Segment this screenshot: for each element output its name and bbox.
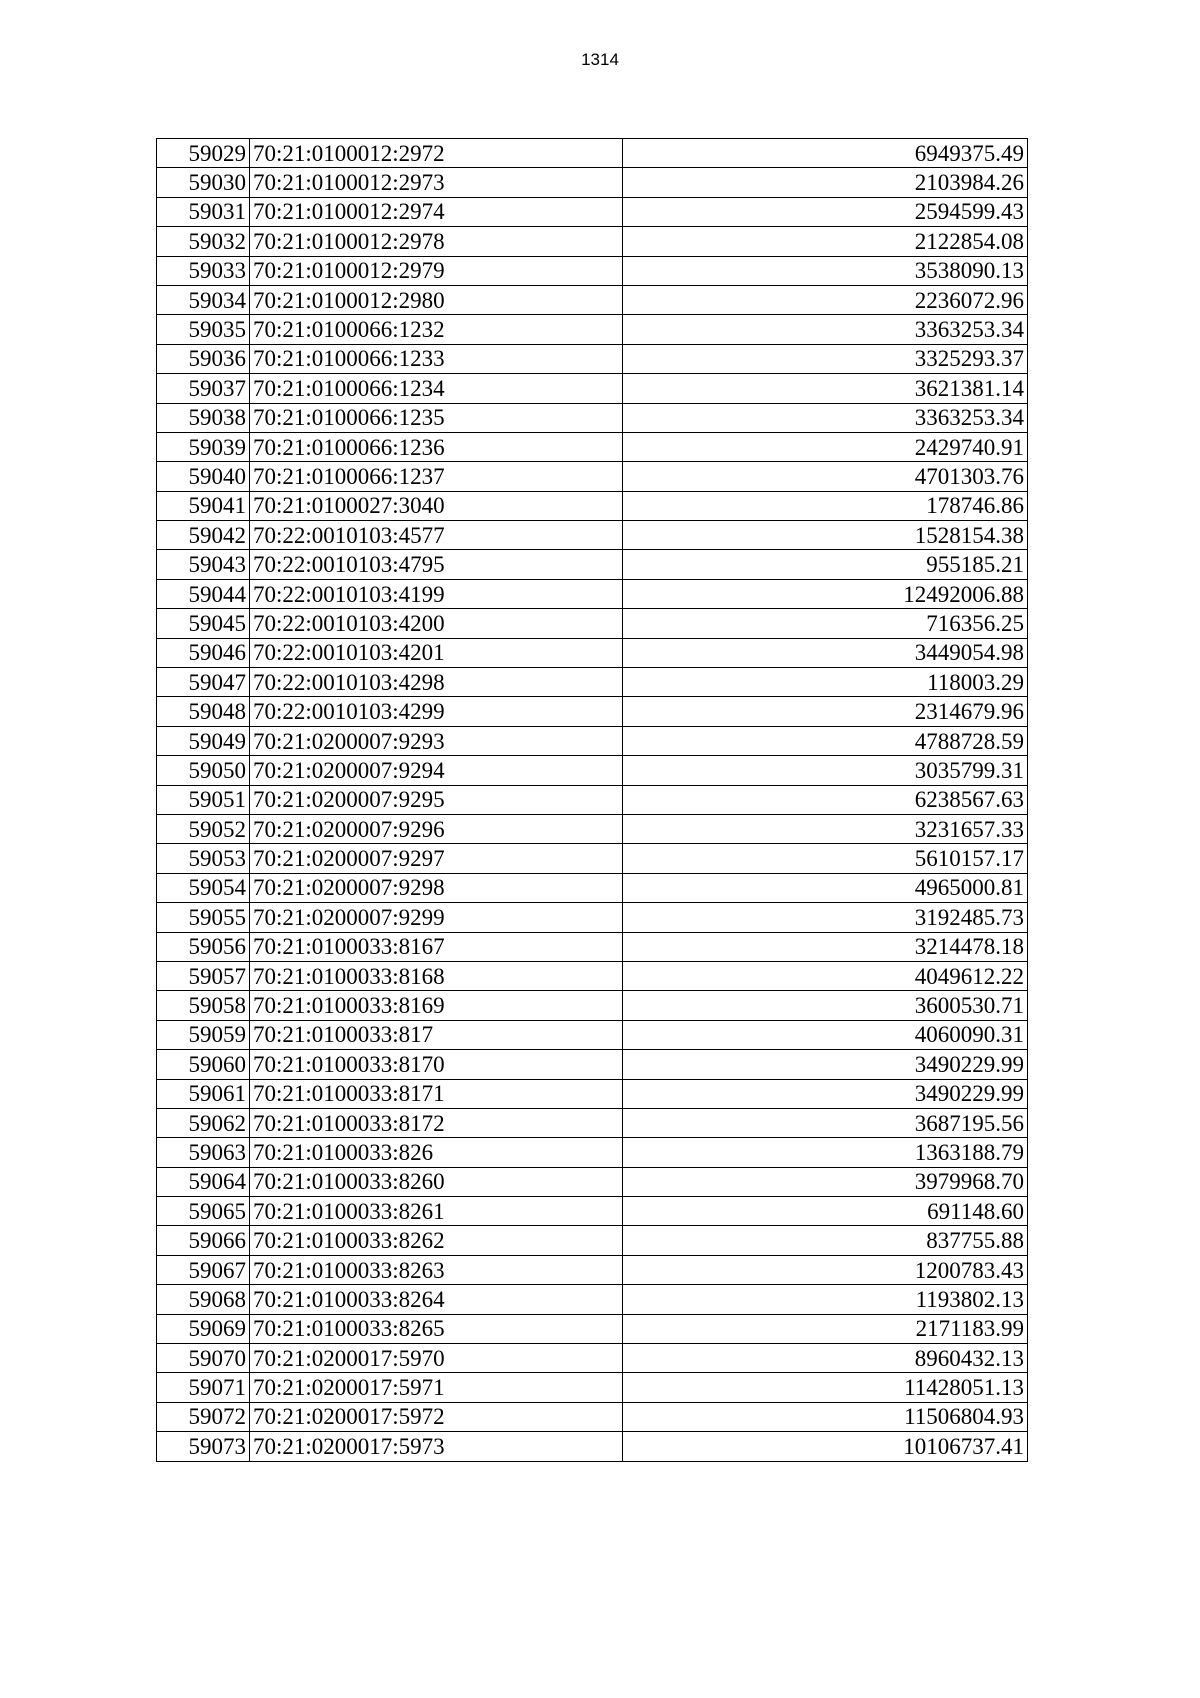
row-number-cell: 59048 xyxy=(157,697,250,726)
cadastral-value-cell: 6949375.49 xyxy=(623,139,1028,168)
cadastral-number-cell: 70:21:0100033:8167 xyxy=(250,932,623,961)
cadastral-number-cell: 70:22:0010103:4795 xyxy=(250,550,623,579)
cadastral-number-cell: 70:22:0010103:4199 xyxy=(250,579,623,608)
cadastral-value-cell: 3490229.99 xyxy=(623,1050,1028,1079)
cadastral-value-cell: 3214478.18 xyxy=(623,932,1028,961)
row-number-cell: 59053 xyxy=(157,844,250,873)
table-row xyxy=(157,1079,1028,1108)
cadastral-number-cell: 70:21:0100012:2980 xyxy=(250,285,623,314)
table-row xyxy=(157,227,1028,256)
cadastral-value-cell: 2171183.99 xyxy=(623,1314,1028,1343)
row-number-cell: 59034 xyxy=(157,285,250,314)
table-row xyxy=(157,697,1028,726)
cadastral-number-cell: 70:21:0200017:5973 xyxy=(250,1432,623,1461)
cadastral-value-cell: 6238567.63 xyxy=(623,785,1028,814)
cadastral-value-cell: 1528154.38 xyxy=(623,521,1028,550)
cadastral-number-cell: 70:21:0100033:8168 xyxy=(250,961,623,990)
cadastral-number-cell: 70:21:0100027:3040 xyxy=(250,491,623,520)
table-row xyxy=(157,1197,1028,1226)
table-row xyxy=(157,197,1028,226)
row-number-cell: 59039 xyxy=(157,432,250,461)
cadastral-value-cell: 4788728.59 xyxy=(623,726,1028,755)
row-number-cell: 59067 xyxy=(157,1255,250,1284)
row-number-cell: 59045 xyxy=(157,609,250,638)
table-row xyxy=(157,638,1028,667)
table-body xyxy=(157,139,1028,1462)
cadastral-value-cell: 3363253.34 xyxy=(623,403,1028,432)
cadastral-number-cell: 70:21:0100033:8262 xyxy=(250,1226,623,1255)
row-number-cell: 59070 xyxy=(157,1344,250,1373)
cadastral-number-cell: 70:22:0010103:4299 xyxy=(250,697,623,726)
table-row xyxy=(157,1050,1028,1079)
cadastral-number-cell: 70:21:0200007:9295 xyxy=(250,785,623,814)
cadastral-value-cell: 11428051.13 xyxy=(623,1373,1028,1402)
row-number-cell: 59069 xyxy=(157,1314,250,1343)
row-number-cell: 59041 xyxy=(157,491,250,520)
cadastral-value-cell: 1193802.13 xyxy=(623,1285,1028,1314)
table-row xyxy=(157,1108,1028,1137)
cadastral-number-cell: 70:21:0100066:1236 xyxy=(250,432,623,461)
row-number-cell: 59055 xyxy=(157,903,250,932)
cadastral-value-cell: 118003.29 xyxy=(623,668,1028,697)
row-number-cell: 59064 xyxy=(157,1167,250,1196)
row-number-cell: 59047 xyxy=(157,668,250,697)
cadastral-value-cell: 3192485.73 xyxy=(623,903,1028,932)
cadastral-value-cell: 955185.21 xyxy=(623,550,1028,579)
cadastral-value-cell: 3035799.31 xyxy=(623,756,1028,785)
row-number-cell: 59044 xyxy=(157,579,250,608)
row-number-cell: 59051 xyxy=(157,785,250,814)
row-number-cell: 59040 xyxy=(157,462,250,491)
table-row xyxy=(157,1402,1028,1431)
cadastral-number-cell: 70:21:0100012:2972 xyxy=(250,139,623,168)
row-number-cell: 59061 xyxy=(157,1079,250,1108)
row-number-cell: 59043 xyxy=(157,550,250,579)
cadastral-value-cell: 10106737.41 xyxy=(623,1432,1028,1461)
row-number-cell: 59073 xyxy=(157,1432,250,1461)
row-number-cell: 59046 xyxy=(157,638,250,667)
table-row xyxy=(157,844,1028,873)
table-row xyxy=(157,139,1028,168)
table-row xyxy=(157,1020,1028,1049)
cadastral-number-cell: 70:21:0100033:826 xyxy=(250,1138,623,1167)
row-number-cell: 59063 xyxy=(157,1138,250,1167)
row-number-cell: 59059 xyxy=(157,1020,250,1049)
table-row xyxy=(157,1138,1028,1167)
table-row xyxy=(157,1432,1028,1461)
table-row xyxy=(157,1285,1028,1314)
row-number-cell: 59029 xyxy=(157,139,250,168)
cadastral-number-cell: 70:21:0100033:8264 xyxy=(250,1285,623,1314)
table-row xyxy=(157,550,1028,579)
table-row xyxy=(157,873,1028,902)
row-number-cell: 59072 xyxy=(157,1402,250,1431)
cadastral-value-cell: 2236072.96 xyxy=(623,285,1028,314)
cadastral-value-cell: 3363253.34 xyxy=(623,315,1028,344)
row-number-cell: 59056 xyxy=(157,932,250,961)
cadastral-value-cell: 3449054.98 xyxy=(623,638,1028,667)
cadastral-number-cell: 70:21:0200007:9297 xyxy=(250,844,623,873)
table-row xyxy=(157,462,1028,491)
cadastral-value-cell: 3600530.71 xyxy=(623,991,1028,1020)
table-row xyxy=(157,315,1028,344)
cadastral-number-cell: 70:21:0100012:2974 xyxy=(250,197,623,226)
row-number-cell: 59037 xyxy=(157,374,250,403)
cadastral-number-cell: 70:21:0200007:9299 xyxy=(250,903,623,932)
cadastral-value-cell: 837755.88 xyxy=(623,1226,1028,1255)
row-number-cell: 59032 xyxy=(157,227,250,256)
cadastral-number-cell: 70:21:0100033:8260 xyxy=(250,1167,623,1196)
cadastral-number-cell: 70:21:0100066:1233 xyxy=(250,344,623,373)
cadastral-value-cell: 2314679.96 xyxy=(623,697,1028,726)
row-number-cell: 59036 xyxy=(157,344,250,373)
cadastral-value-cell: 3231657.33 xyxy=(623,814,1028,843)
cadastral-value-cell: 12492006.88 xyxy=(623,579,1028,608)
cadastral-value-cell: 4049612.22 xyxy=(623,961,1028,990)
cadastral-number-cell: 70:21:0100033:8171 xyxy=(250,1079,623,1108)
cadastral-number-cell: 70:21:0100033:8170 xyxy=(250,1050,623,1079)
cadastral-value-cell: 2122854.08 xyxy=(623,227,1028,256)
row-number-cell: 59068 xyxy=(157,1285,250,1314)
table-row xyxy=(157,579,1028,608)
table-row xyxy=(157,1255,1028,1284)
cadastral-value-cell: 178746.86 xyxy=(623,491,1028,520)
cadastral-number-cell: 70:21:0100066:1232 xyxy=(250,315,623,344)
table-row xyxy=(157,491,1028,520)
cadastral-value-cell: 4965000.81 xyxy=(623,873,1028,902)
row-number-cell: 59031 xyxy=(157,197,250,226)
row-number-cell: 59062 xyxy=(157,1108,250,1137)
cadastral-value-cell: 3538090.13 xyxy=(623,256,1028,285)
cadastral-number-cell: 70:21:0200007:9298 xyxy=(250,873,623,902)
cadastral-number-cell: 70:21:0200017:5972 xyxy=(250,1402,623,1431)
cadastral-value-cell: 11506804.93 xyxy=(623,1402,1028,1431)
cadastral-number-cell: 70:22:0010103:4577 xyxy=(250,521,623,550)
row-number-cell: 59065 xyxy=(157,1197,250,1226)
table-row xyxy=(157,285,1028,314)
cadastral-number-cell: 70:22:0010103:4200 xyxy=(250,609,623,638)
cadastral-value-cell: 5610157.17 xyxy=(623,844,1028,873)
table-row xyxy=(157,1167,1028,1196)
cadastral-number-cell: 70:22:0010103:4298 xyxy=(250,668,623,697)
cadastral-value-cell: 3621381.14 xyxy=(623,374,1028,403)
cadastral-value-cell: 3325293.37 xyxy=(623,344,1028,373)
cadastral-number-cell: 70:21:0200007:9294 xyxy=(250,756,623,785)
cadastral-value-table xyxy=(156,138,1028,1462)
cadastral-number-cell: 70:21:0200007:9296 xyxy=(250,814,623,843)
cadastral-number-cell: 70:21:0200017:5970 xyxy=(250,1344,623,1373)
cadastral-value-cell: 4060090.31 xyxy=(623,1020,1028,1049)
cadastral-value-cell: 3687195.56 xyxy=(623,1108,1028,1137)
table-row xyxy=(157,785,1028,814)
table-row xyxy=(157,961,1028,990)
row-number-cell: 59052 xyxy=(157,814,250,843)
cadastral-number-cell: 70:21:0200017:5971 xyxy=(250,1373,623,1402)
row-number-cell: 59066 xyxy=(157,1226,250,1255)
row-number-cell: 59030 xyxy=(157,168,250,197)
cadastral-number-cell: 70:21:0100012:2973 xyxy=(250,168,623,197)
cadastral-value-cell: 691148.60 xyxy=(623,1197,1028,1226)
cadastral-number-cell: 70:21:0100033:8169 xyxy=(250,991,623,1020)
table-row xyxy=(157,991,1028,1020)
row-number-cell: 59042 xyxy=(157,521,250,550)
cadastral-number-cell: 70:21:0100033:8265 xyxy=(250,1314,623,1343)
cadastral-number-cell: 70:21:0200007:9293 xyxy=(250,726,623,755)
cadastral-number-cell: 70:21:0100033:817 xyxy=(250,1020,623,1049)
table-row xyxy=(157,814,1028,843)
page-number: 1314 xyxy=(581,50,619,69)
cadastral-value-cell: 2103984.26 xyxy=(623,168,1028,197)
table-row xyxy=(157,668,1028,697)
cadastral-number-cell: 70:21:0100012:2979 xyxy=(250,256,623,285)
cadastral-number-cell: 70:21:0100033:8172 xyxy=(250,1108,623,1137)
row-number-cell: 59049 xyxy=(157,726,250,755)
cadastral-number-cell: 70:21:0100033:8261 xyxy=(250,1197,623,1226)
cadastral-value-cell: 1363188.79 xyxy=(623,1138,1028,1167)
row-number-cell: 59038 xyxy=(157,403,250,432)
cadastral-number-cell: 70:21:0100066:1237 xyxy=(250,462,623,491)
cadastral-number-cell: 70:21:0100066:1234 xyxy=(250,374,623,403)
row-number-cell: 59058 xyxy=(157,991,250,1020)
table-row xyxy=(157,726,1028,755)
row-number-cell: 59060 xyxy=(157,1050,250,1079)
cadastral-number-cell: 70:21:0100066:1235 xyxy=(250,403,623,432)
cadastral-number-cell: 70:21:0100012:2978 xyxy=(250,227,623,256)
cadastral-value-cell: 2594599.43 xyxy=(623,197,1028,226)
table-row xyxy=(157,1344,1028,1373)
table-row xyxy=(157,903,1028,932)
cadastral-value-cell: 3979968.70 xyxy=(623,1167,1028,1196)
table-row xyxy=(157,1314,1028,1343)
table-row xyxy=(157,344,1028,373)
cadastral-value-cell: 3490229.99 xyxy=(623,1079,1028,1108)
row-number-cell: 59057 xyxy=(157,961,250,990)
table-row xyxy=(157,609,1028,638)
cadastral-value-cell: 1200783.43 xyxy=(623,1255,1028,1284)
table-row xyxy=(157,403,1028,432)
table-row xyxy=(157,374,1028,403)
table-row xyxy=(157,1373,1028,1402)
table-row xyxy=(157,432,1028,461)
row-number-cell: 59033 xyxy=(157,256,250,285)
table-row xyxy=(157,256,1028,285)
row-number-cell: 59071 xyxy=(157,1373,250,1402)
cadastral-value-cell: 4701303.76 xyxy=(623,462,1028,491)
row-number-cell: 59054 xyxy=(157,873,250,902)
cadastral-number-cell: 70:22:0010103:4201 xyxy=(250,638,623,667)
cadastral-value-cell: 8960432.13 xyxy=(623,1344,1028,1373)
cadastral-number-cell: 70:21:0100033:8263 xyxy=(250,1255,623,1284)
table-row xyxy=(157,932,1028,961)
table-row xyxy=(157,1226,1028,1255)
cadastral-value-cell: 716356.25 xyxy=(623,609,1028,638)
table-row xyxy=(157,168,1028,197)
row-number-cell: 59050 xyxy=(157,756,250,785)
cadastral-value-cell: 2429740.91 xyxy=(623,432,1028,461)
row-number-cell: 59035 xyxy=(157,315,250,344)
table-row xyxy=(157,756,1028,785)
table-row xyxy=(157,521,1028,550)
